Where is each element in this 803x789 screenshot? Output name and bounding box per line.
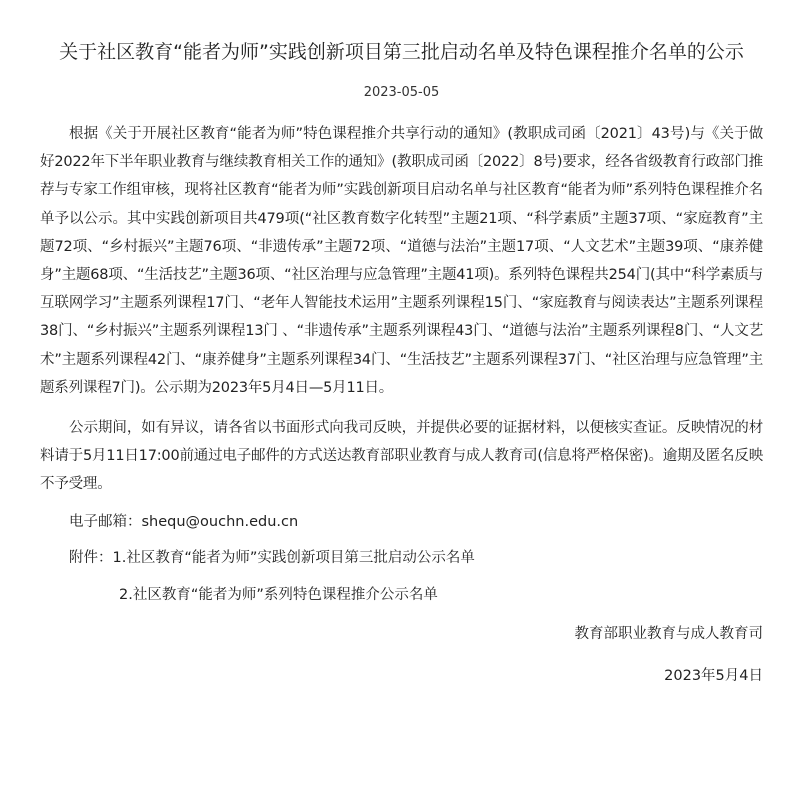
body-paragraph-2: 公示期间，如有异议，请各省以书面形式向我司反映，并提供必要的证据材料，以便核实查证。反映情况的材料请于5月11日17:00前通过电子邮件的方式送达教育部职业教育与成人教育司(信息将严格保密)。逾期及匿名反映不予受理。 [40,420,763,493]
signature-office: 教育部职业教育与成人教育司 [574,625,763,642]
page-title: 关于社区教育“能者为师”实践创新项目第三批启动名单及特色课程推介名单的公示 [59,41,744,63]
attachment-1: 附件：1.社区教育“能者为师”实践创新项目第三批启动公示名单 [69,549,475,566]
contact-email: 电子邮箱：shequ@ouchn.edu.cn [69,513,299,530]
attachment-2: 2.社区教育“能者为师”系列特色课程推介公示名单 [119,586,438,603]
signature-date: 2023年5月4日 [664,667,763,684]
publish-date: 2023-05-05 [363,85,440,100]
body-paragraph-1: 根据《关于开展社区教育“能者为师”特色课程推介共享行动的通知》(教职成司函〔2021〕43号)与《关于做好2022年下半年职业教育与继续教育相关工作的通知》(教职成司函〔2022〕8号)要求，经各省级教育行政部门推荐与专家工作组审核，现将社区教育“能者为师”实践创新项目启动名单与社区教育“能者为师”系列特色课程推介名单予以公示。其中实践创新项目共479项(“社区教育数字化转型”主题21项、“科学素质”主题37项、“家庭教育”主题72项、“乡村振兴”主题76项、“非遗传承”主题72项、“道德与法治”主题17项、“人文艺术”主题39项、“康养健身”主题68项、“生活技艺”主题36项、“社区治理与应急管理”主题41项)。系列特色课程共254门(其中“科学素质与互联网学习”主题系列课程17门、“老年人智能技术运用”主题系列课程15门、“家庭教育与阅读表达”主题系列课程38门、“乡村振兴”主题系列课程13门 、“非遗传承”主题系列课程43门、“道德与法治”主题系列课程8门、“人文艺术”主题系列课程42门、“康养健身”主题系列课程34门、“生活技艺”主题系列课程37门、“社区治理与应急管理”主题系列课程7门)。公示期为2023年5月4日—5月11日。 [40,126,763,396]
